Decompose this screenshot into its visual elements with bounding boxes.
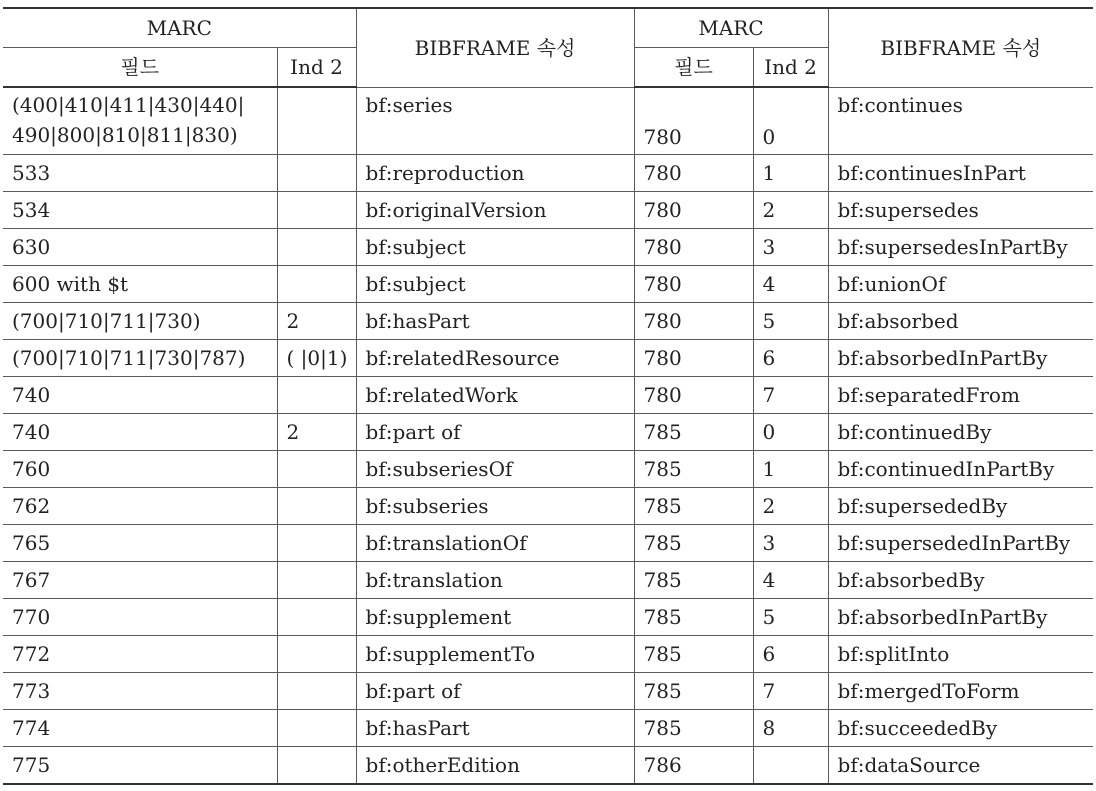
right-bibframe-cell: bf:dataSource — [828, 747, 1093, 785]
right-bibframe-cell: bf:separatedFrom — [828, 377, 1093, 414]
right-bibframe-cell: bf:continuedBy — [828, 414, 1093, 451]
right-field-cell: 786 — [634, 747, 753, 785]
header-ind2-left: Ind 2 — [277, 48, 356, 88]
table-row — [3, 747, 1093, 785]
left-field-cell: 760 — [3, 451, 277, 488]
right-ind2-cell: 2 — [753, 488, 828, 525]
left-bibframe-cell: bf:relatedResource — [356, 340, 634, 377]
right-field-cell: 780 — [634, 192, 753, 229]
table-row — [3, 562, 1093, 599]
table-row — [3, 377, 1093, 414]
left-field-cell: (400|410|411|430|440| 490|800|810|811|830) — [3, 87, 277, 155]
left-field-cell: 630 — [3, 229, 277, 266]
right-field-cell: 785 — [634, 525, 753, 562]
right-bibframe-cell: bf:mergedToForm — [828, 673, 1093, 710]
right-ind2-cell: 6 — [753, 636, 828, 673]
left-bibframe-cell: bf:hasPart — [356, 303, 634, 340]
left-field-cell: 772 — [3, 636, 277, 673]
right-field-cell: 780 — [634, 266, 753, 303]
left-field-cell: 774 — [3, 710, 277, 747]
table-row — [3, 87, 1093, 155]
right-field-cell: 780 — [634, 377, 753, 414]
right-ind2-cell: 4 — [753, 562, 828, 599]
left-bibframe-cell: bf:hasPart — [356, 710, 634, 747]
left-bibframe-cell: bf:otherEdition — [356, 747, 634, 785]
header-bibframe-left: BIBFRAME 속성 — [356, 8, 634, 87]
right-ind2-cell — [753, 747, 828, 785]
left-bibframe-cell: bf:subject — [356, 229, 634, 266]
table-row — [3, 266, 1093, 303]
table-row — [3, 155, 1093, 192]
right-bibframe-cell: bf:continuesInPart — [828, 155, 1093, 192]
right-ind2-cell: 6 — [753, 340, 828, 377]
table-row — [3, 488, 1093, 525]
left-bibframe-cell: bf:part of — [356, 673, 634, 710]
right-ind2-cell: 2 — [753, 192, 828, 229]
left-ind2-cell — [277, 229, 356, 266]
left-field-cell: 765 — [3, 525, 277, 562]
left-ind2-cell — [277, 525, 356, 562]
left-field-cell: 773 — [3, 673, 277, 710]
header-field-left: 필드 — [3, 48, 277, 88]
header-bibframe-right: BIBFRAME 속성 — [828, 8, 1093, 87]
left-ind2-cell — [277, 155, 356, 192]
right-field-cell: 780 — [634, 229, 753, 266]
left-bibframe-cell: bf:relatedWork — [356, 377, 634, 414]
left-field-cell: 762 — [3, 488, 277, 525]
right-field-cell: 780 — [634, 303, 753, 340]
left-bibframe-cell: bf:reproduction — [356, 155, 634, 192]
table-row — [3, 414, 1093, 451]
left-field-cell: 600 with $t — [3, 266, 277, 303]
right-bibframe-cell: bf:continuedInPartBy — [828, 451, 1093, 488]
right-field-cell: 785 — [634, 673, 753, 710]
right-bibframe-cell: bf:succeededBy — [828, 710, 1093, 747]
right-bibframe-cell: bf:splitInto — [828, 636, 1093, 673]
right-bibframe-cell: bf:supersedesInPartBy — [828, 229, 1093, 266]
left-ind2-cell — [277, 599, 356, 636]
table-row — [3, 599, 1093, 636]
right-ind2-cell: 3 — [753, 525, 828, 562]
table-row — [3, 192, 1093, 229]
right-bibframe-cell: bf:supersededInPartBy — [828, 525, 1093, 562]
left-ind2-cell — [277, 673, 356, 710]
left-ind2-cell — [277, 710, 356, 747]
left-ind2-cell: 2 — [277, 303, 356, 340]
left-ind2-cell — [277, 192, 356, 229]
table-row — [3, 451, 1093, 488]
right-ind2-cell: 0 — [753, 414, 828, 451]
header-marc-right: MARC — [634, 8, 828, 48]
right-field-cell: 785 — [634, 710, 753, 747]
right-bibframe-cell: bf:supersedes — [828, 192, 1093, 229]
left-field-cell: 767 — [3, 562, 277, 599]
left-ind2-cell — [277, 451, 356, 488]
left-bibframe-cell: bf:subject — [356, 266, 634, 303]
right-ind2-cell: 5 — [753, 303, 828, 340]
left-bibframe-cell: bf:originalVersion — [356, 192, 634, 229]
left-field-cell: 533 — [3, 155, 277, 192]
right-field-cell: 780 — [634, 87, 753, 155]
right-ind2-cell: 8 — [753, 710, 828, 747]
left-ind2-cell: 2 — [277, 414, 356, 451]
header-field-right: 필드 — [634, 48, 753, 88]
table-row — [3, 525, 1093, 562]
right-field-cell: 780 — [634, 155, 753, 192]
right-ind2-cell: 5 — [753, 599, 828, 636]
right-field-cell: 785 — [634, 599, 753, 636]
right-ind2-cell: 1 — [753, 155, 828, 192]
left-bibframe-cell: bf:translationOf — [356, 525, 634, 562]
table-row — [3, 636, 1093, 673]
left-field-cell: 770 — [3, 599, 277, 636]
table-row — [3, 229, 1093, 266]
table-row — [3, 710, 1093, 747]
right-bibframe-cell: bf:absorbedBy — [828, 562, 1093, 599]
right-ind2-cell: 4 — [753, 266, 828, 303]
right-bibframe-cell: bf:continues — [828, 87, 1093, 155]
table-row — [3, 340, 1093, 377]
right-bibframe-cell: bf:absorbed — [828, 303, 1093, 340]
left-ind2-cell — [277, 636, 356, 673]
left-bibframe-cell: bf:supplement — [356, 599, 634, 636]
right-ind2-cell: 7 — [753, 377, 828, 414]
left-ind2-cell — [277, 87, 356, 155]
table-row — [3, 673, 1093, 710]
header-marc-left: MARC — [3, 8, 356, 48]
left-bibframe-cell: bf:subseriesOf — [356, 451, 634, 488]
right-ind2-cell: 0 — [753, 87, 828, 155]
right-bibframe-cell: bf:supersededBy — [828, 488, 1093, 525]
right-field-cell: 785 — [634, 414, 753, 451]
right-field-cell: 785 — [634, 636, 753, 673]
left-bibframe-cell: bf:series — [356, 87, 634, 155]
left-ind2-cell — [277, 377, 356, 414]
left-bibframe-cell: bf:subseries — [356, 488, 634, 525]
right-ind2-cell: 7 — [753, 673, 828, 710]
right-ind2-cell: 3 — [753, 229, 828, 266]
right-field-cell: 785 — [634, 451, 753, 488]
left-field-cell: (700|710|711|730|787) — [3, 340, 277, 377]
right-field-cell: 785 — [634, 488, 753, 525]
left-ind2-cell — [277, 266, 356, 303]
right-field-cell: 780 — [634, 340, 753, 377]
left-bibframe-cell: bf:translation — [356, 562, 634, 599]
left-field-cell: 775 — [3, 747, 277, 785]
left-bibframe-cell: bf:part of — [356, 414, 634, 451]
mapping-table-container — [0, 7, 1096, 785]
left-ind2-cell: ( |0|1) — [277, 340, 356, 377]
right-ind2-cell: 1 — [753, 451, 828, 488]
right-field-cell: 785 — [634, 562, 753, 599]
right-bibframe-cell: bf:absorbedInPartBy — [828, 340, 1093, 377]
table-row — [3, 303, 1093, 340]
left-field-cell: 534 — [3, 192, 277, 229]
left-ind2-cell — [277, 488, 356, 525]
left-ind2-cell — [277, 747, 356, 785]
left-field-cell: (700|710|711|730) — [3, 303, 277, 340]
left-ind2-cell — [277, 562, 356, 599]
right-bibframe-cell: bf:absorbedInPartBy — [828, 599, 1093, 636]
right-bibframe-cell: bf:unionOf — [828, 266, 1093, 303]
left-bibframe-cell: bf:supplementTo — [356, 636, 634, 673]
header-ind2-right: Ind 2 — [753, 48, 828, 88]
left-field-cell: 740 — [3, 377, 277, 414]
marc-bibframe-mapping-table — [3, 7, 1093, 785]
left-field-cell: 740 — [3, 414, 277, 451]
